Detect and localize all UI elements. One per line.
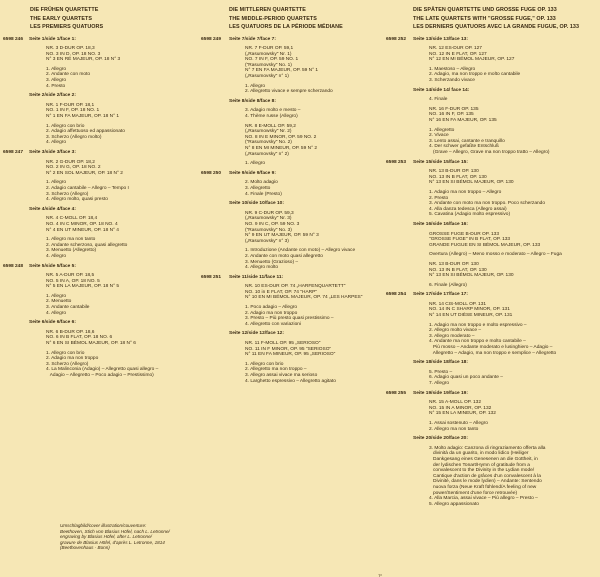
catalog-number xyxy=(384,360,413,366)
movement: Cantique d'action de grâces d'un convalescent à la xyxy=(429,473,541,479)
catalog-number xyxy=(0,93,29,99)
movement: 4. Der schwer gefaßte Entschluß xyxy=(429,144,499,150)
movement: 2. Andante con moto xyxy=(46,72,91,78)
record-side xyxy=(200,99,390,120)
catalog-number xyxy=(384,436,413,442)
column-1 xyxy=(0,6,205,379)
side-title: Seite 4/side 4/face 4: xyxy=(29,206,76,212)
catalog-number: 6598 248 xyxy=(3,263,24,269)
record-side xyxy=(384,262,600,288)
movement: 3. Adagio molto e mesto – xyxy=(245,108,301,114)
movement: 1. Adagio ma non troppo e molto espressivo – xyxy=(429,322,527,328)
column-heading: THE LATE QUARTETS WITH "GROSSE FUGE," OP. 133 xyxy=(413,15,556,22)
catalog-number xyxy=(384,88,413,94)
work-title-line: N° 9 EN UT MAJEUR, OP. 59 N° 3 xyxy=(245,233,319,239)
work-title xyxy=(0,160,205,177)
movement: 1. Adagio ma non troppo – Allegro xyxy=(429,189,502,195)
movement: 5. Allegro appassionato xyxy=(429,501,479,507)
side-title: Seite 20/side 20/face 20: xyxy=(413,436,468,442)
column-heading: THE EARLY QUARTETS xyxy=(30,15,93,22)
record-side xyxy=(0,150,205,203)
record-side xyxy=(200,331,390,384)
movement: 2. Adagio cantabile – Allegro – Tempo I xyxy=(46,185,129,191)
work-title-line: N° 1 EN FA MAJEUR, OP. 18 N° 1 xyxy=(46,114,120,120)
work-title-line: N° 10 EN MI BÉMOL MAJEUR, OP. 74 „LES HARPES" xyxy=(245,295,363,301)
work-title-line: NO. 10 in E FLAT, OP. 74 "HARP" xyxy=(245,289,318,295)
movement-list xyxy=(0,180,205,202)
column-2 xyxy=(200,6,390,384)
movement: 1. Allegro xyxy=(46,66,67,72)
record-side xyxy=(200,124,390,167)
catalog-number: 6598 249 xyxy=(201,36,222,42)
movement: 1. Maestoso – Allegro xyxy=(429,66,476,72)
side-title: Seite 14/side 14/ face 14: xyxy=(413,87,470,93)
work-title-line: NR. 13 B-DUR OP. 130 xyxy=(429,169,479,175)
column-heading: DIE FRÜHEN QUARTETTE xyxy=(30,7,99,13)
work-title-line: N° 4 EN UT MINEUR, OP. 18 N° 4 xyxy=(46,227,119,233)
side-title: Seite 13/side 13/face 13: xyxy=(413,36,468,42)
column-heading: LES PREMIERS QUATUORS xyxy=(30,24,104,30)
movement: 3. Scherzo (Allegro) xyxy=(46,191,89,197)
movement: Più mosso – Andante moderato e lusinghiero – Adagio – xyxy=(429,345,553,351)
movement: 2. Adagio affettuoso ed appassionato xyxy=(46,129,125,135)
movement: nuova forza (Neue Kraft fühlend/A feeling of new xyxy=(429,484,537,490)
side-title: Seite 6/side 6/face 6: xyxy=(29,320,76,326)
catalog-number xyxy=(200,99,229,105)
work-title xyxy=(384,107,600,124)
work-title-line: NO. 7 IN F, OP. 59 NO. 1 xyxy=(245,57,299,63)
record-side xyxy=(0,207,205,260)
work-title xyxy=(384,302,600,319)
movement: 4. Alla danza tedesca (Allegro assai) xyxy=(429,206,507,212)
side-title: Seite 10/side 10/face 10: xyxy=(229,201,284,207)
movement: 1. Allegro con brio xyxy=(46,350,85,356)
work-title-line: NR. 12 ES-DUR OP. 127 xyxy=(429,46,482,52)
catalog-number xyxy=(200,201,229,207)
work-title-line: NO. 11 IN F MINOR, OP. 95 "SERIOSO" xyxy=(245,346,332,352)
work-title xyxy=(0,216,205,233)
work-title-line: („Rasumowsky" Nr. 3) xyxy=(245,216,292,222)
catalog-number: 6598 251 xyxy=(201,274,222,280)
movement: 2. Vivace xyxy=(429,133,449,139)
record-side xyxy=(0,93,205,146)
work-title-line: N° 12 EN MI BÉMOL MAJEUR, OP. 127 xyxy=(429,57,515,63)
work-title-line: NO. 1 IN F, OP. 18 NO. 1 xyxy=(46,108,100,114)
movement: Divinité, dans le mode lydien) – Andante: Sentendo xyxy=(429,479,542,485)
work-title xyxy=(0,103,205,120)
record-side xyxy=(384,292,600,356)
movement: 3. Allegro assai vivace ma serioso xyxy=(245,373,318,378)
work-title-line: N° 11 EN FA MINEUR, OP. 95 „SERIOSO" xyxy=(245,352,336,358)
work-title-line: NO. 5 IN A, OP. 18 NO. 5 xyxy=(46,278,100,284)
work-title-line: N° 7 EN FA MAJEUR, OP. 59 N° 1 xyxy=(245,68,319,74)
credit-line: Umschlagbild/cover illustration/couverture: xyxy=(60,523,147,528)
work-title-line: NO. 16 IN F, OP. 135 xyxy=(429,112,474,118)
work-title-line: NR. 2 G-DUR OP. 18,2 xyxy=(46,159,95,165)
movement-list xyxy=(0,294,205,316)
work-title-line: N° 16 EN FA MAJEUR, OP. 135 xyxy=(429,118,497,124)
work-title-line: N° 2 EN SOL MAJEUR, OP. 18 N° 2 xyxy=(46,170,123,176)
movement: 1. Allegro con brio xyxy=(245,361,284,367)
movement: 1. Allegro xyxy=(46,293,67,299)
movement: 4. Alla Marcia, assai vivace – Più allegro – Presto – xyxy=(429,496,538,502)
movement-list xyxy=(384,446,600,508)
movement: 2. Molto adagio xyxy=(245,180,278,186)
work-title-line: NR. 11 F-MOLL OP. 95 „SERIOSO" xyxy=(245,341,321,347)
movement: 2. Andante scherzoso, quasi allegretto xyxy=(46,242,128,248)
record-side xyxy=(0,264,205,317)
work-title-line: NO. 4 IN C MINOR, OP. 18 NO. 4 xyxy=(46,221,118,227)
side-title: Seite 8/side 8/face 8: xyxy=(229,98,276,104)
column-heading: DIE MITTLEREN QUARTETTE xyxy=(229,7,306,13)
side-title: Seite 1/side 1/face 1: xyxy=(29,36,76,42)
movement: 1. Allegretto xyxy=(429,127,455,133)
work-title-line: NR. 8 E-MOLL OP. 59,2 xyxy=(245,123,296,129)
column-heading: DIE SPÄTEN QUARTETTE UND GROSSE FUGE OP. 133 xyxy=(413,7,557,13)
movement-list xyxy=(384,67,600,84)
work-title xyxy=(384,169,600,186)
work-title-line: („Rasumowsky" Nr. 2) xyxy=(245,129,292,135)
movement: 1. Introduzione (Andante con moto) – Allegro vivace xyxy=(245,248,356,254)
work-title-line: NR. 16 F-DUR OP. 135 xyxy=(429,106,479,112)
movement-list xyxy=(200,248,390,270)
column-heading: THE MIDDLE-PERIOD QUARTETS xyxy=(229,15,317,22)
work-title xyxy=(200,284,390,301)
credit-line: engraving by Blasius Höfel, after L. Letronne/ xyxy=(60,534,152,540)
record-side xyxy=(384,88,600,103)
work-title-line: NO. 6 IN B FLAT, OP. 18 NO. 6 xyxy=(46,335,113,341)
work-title-line: NO. 2 IN G, OP. 18 NO. 2 xyxy=(46,165,101,171)
record-side xyxy=(0,37,205,90)
work-title-line: („Rasumowsky" Nr. 1) xyxy=(245,51,292,57)
movement: 2. Allegro molto vivace – xyxy=(429,328,481,334)
work-title xyxy=(384,262,600,279)
movement: 3. Molto adagio: Canzona di ringraziamento offerta alla xyxy=(429,445,546,451)
work-title-line: NO. 13 IN B FLAT, OP. 130 xyxy=(429,174,487,180)
cover-credit xyxy=(60,523,210,551)
movement: power/Sentiment d'une force retrouvée) xyxy=(429,490,518,496)
catalog-number: 6598 253 xyxy=(386,159,407,165)
movement-list xyxy=(384,190,600,218)
side-title: Seite 2/side 2/face 2: xyxy=(29,93,76,99)
work-title-line: N° 5 EN LA MAJEUR, OP. 18 N° 5 xyxy=(46,284,120,290)
movement: convalescent to the Divinity in the Lydian mode/ xyxy=(429,468,535,474)
work-title-line: NR. 13 B-DUR OP. 130 xyxy=(429,261,479,267)
credit-line: Beethoven, Stich von Blasius Höfel, nach L. Letronne/ xyxy=(60,528,170,534)
movement: 4. Andante ma non troppo e molto cantabile – xyxy=(429,339,526,345)
movement: 1. Assai sostenuto – Allegro xyxy=(429,420,488,426)
side-title: Seite 5/side 5/face 5: xyxy=(29,263,76,269)
movement: 2. Adagio ma non troppo xyxy=(46,356,99,362)
catalog-number: 6598 250 xyxy=(201,170,222,176)
movement: 2. Adagio, ma non troppo e molto cantabile xyxy=(429,72,521,78)
page-mark: ·p xyxy=(378,572,382,577)
catalog-number xyxy=(200,331,229,337)
movement-list xyxy=(200,362,390,384)
movement: 6. Adagio quasi un poco andante – xyxy=(429,375,503,381)
work-title-line: NR. 6 B-DUR OP. 18,6 xyxy=(46,329,95,335)
movement: (Grave – Allegro, Grave ma non troppo tratto – Allegro) xyxy=(429,150,550,155)
work-title-line: N° 6 EN SI BÉMOL MAJEUR, OP. 18 N° 6 xyxy=(46,341,136,347)
side-title: Seite 17/side 17/face 17: xyxy=(413,292,468,298)
movement: 1. Allegro ma non tanto xyxy=(46,237,96,243)
catalog-number: 6598 246 xyxy=(3,36,24,42)
work-title-line: N° 15 EN LA MINEUR, OP. 132 xyxy=(429,411,496,417)
movement: 5. Cavatina (Adagio molto espressivo) xyxy=(429,212,511,218)
work-title-line: ("Rasumovsky" No. 1) xyxy=(245,62,292,68)
movement: 3. Allegro moderato – xyxy=(429,333,475,339)
movement-list xyxy=(200,305,390,327)
movement: 2. Allegretto ma non troppo – xyxy=(245,367,307,373)
movement: 3. Scherzo (Allegro molto) xyxy=(46,134,102,140)
movement: 4. Larghetto espressivo – Allegretto agitato xyxy=(245,378,336,384)
work-title xyxy=(200,211,390,245)
work-title-line: NO. 8 IN E MINOR, OP. 59 NO. 2 xyxy=(245,134,317,140)
movement-list xyxy=(384,370,600,387)
work-title-line: („Rasumovsky" n° 1) xyxy=(245,74,289,80)
movement: 1. Allegro xyxy=(245,83,266,89)
work-title-line: N° 14 EN UT DIÈSE MINEUR, OP. 131 xyxy=(429,313,513,319)
record-side xyxy=(384,391,600,433)
movement-list xyxy=(0,124,205,146)
work-title-line: "GROSSE FUGE" IN B FLAT, OP. 133 xyxy=(429,237,511,243)
work-title xyxy=(200,124,390,158)
movement: 4. Allegro xyxy=(46,310,67,316)
catalog-number xyxy=(0,207,29,213)
movement: 2. Allegro ma non tanto xyxy=(429,426,479,432)
movement: Adagio – Allegretto – Poco adagio – Prestissimo) xyxy=(46,373,154,378)
movement-list xyxy=(0,67,205,89)
work-title-line: NR. 14 CIS-MOLL OP. 131 xyxy=(429,301,487,307)
record-side xyxy=(200,201,390,271)
catalog-number: 6598 255 xyxy=(386,390,407,396)
record-side xyxy=(384,107,600,156)
side-title: Seite 7/side 7/face 7: xyxy=(229,36,276,42)
column-3 xyxy=(384,6,600,507)
work-title-line: NO. 14 IN C SHARP MINOR, OP. 131 xyxy=(429,307,510,313)
movement-list xyxy=(200,84,390,95)
side-title: Seite 16/side 16/face 16: xyxy=(413,221,468,227)
movement: 4. Finale xyxy=(429,97,448,103)
work-title xyxy=(384,232,600,249)
work-title xyxy=(0,273,205,290)
work-title-line: ("Rasumovsky" No. 3) xyxy=(245,227,292,233)
movement: 3. Menuetto (Allegretto) xyxy=(46,248,97,254)
record-side xyxy=(384,360,600,386)
movement: 4. Thème russe (Allegro) xyxy=(245,114,298,120)
work-title xyxy=(200,341,390,358)
credit-line: gravure de Blasius Höfel, d'après L. Letronne, 1814 xyxy=(60,539,165,545)
movement: 2. Allegretto vivace e sempre scherzando xyxy=(245,89,333,95)
side-title: Seite 15/side 15/face 15: xyxy=(413,159,468,165)
work-title xyxy=(0,330,205,347)
movement: 3. Allegretto xyxy=(245,185,271,191)
movement: 4. Presto xyxy=(46,83,66,89)
movement: Overtura (Allegro) – Meno mosso e moderato – Allegro – Fuga xyxy=(429,252,562,258)
work-title-line: NR. 1 F-DUR OP. 18,1 xyxy=(46,102,95,108)
movement: 1. Allegro xyxy=(46,180,67,186)
movement: 4. Allegro xyxy=(46,140,67,146)
work-title-line: NR. 10 ES-DUR OP. 74 „HARFENQUARTETT" xyxy=(245,284,346,290)
work-title xyxy=(200,46,390,80)
side-title: Seite 19/side 19/face 19: xyxy=(413,390,468,396)
catalog-number xyxy=(0,320,29,326)
work-title-line: N° 3 EN RÉ MAJEUR, OP. 18 N° 3 xyxy=(46,57,121,63)
movement-list xyxy=(384,97,600,103)
movement: Dankgesang eines Genesenen an die Gottheit, in xyxy=(429,456,538,462)
movement: 1. Allegro xyxy=(245,161,266,167)
movement: 7. Allegro xyxy=(429,381,450,386)
movement: 4. Finale (Presto) xyxy=(245,191,282,197)
work-title-line: NR. 15 A-MOLL OP. 132 xyxy=(429,400,481,406)
work-title-line: NR. 3 D-DUR OP. 18,3 xyxy=(46,46,95,52)
movement: Allegretto – Adagio, ma non troppo e semplice – Allegretto xyxy=(429,350,557,356)
movement-list xyxy=(0,237,205,259)
movement-list xyxy=(384,128,600,156)
record-side xyxy=(384,37,600,84)
movement: 6. Finale (Allegro) xyxy=(429,282,467,288)
side-title: Seite 9/side 9/face 9: xyxy=(229,170,276,176)
movement: 2. Andante con moto quasi allegretto xyxy=(245,253,323,259)
movement: 4. La Malinconia (Adagio) – Allegretto quasi allegro – xyxy=(46,367,159,373)
side-title: Seite 12/side 12/face 12: xyxy=(229,331,284,337)
catalog-number xyxy=(384,222,413,228)
work-title-line: NO. 15 IN A MINOR, OP. 132 xyxy=(429,405,492,411)
work-title xyxy=(384,400,600,417)
movement: 3. Andante con moto ma non troppo. Poco scherzando xyxy=(429,201,546,207)
work-title-line: („Rasumovsky" n° 2) xyxy=(245,151,289,157)
movement: 3. Allegro xyxy=(46,78,67,84)
movement: 4. Allegro xyxy=(46,253,67,259)
movement: 4. Allegro molto xyxy=(245,265,279,271)
movement: der lydischen Tonart/Hymn of gratitude from a xyxy=(429,462,530,468)
record-side xyxy=(384,160,600,218)
movement: 2. Adagio ma non troppo xyxy=(245,310,298,316)
work-title-line: GRANDE FUGUE EN SI BÉMOL MAJEUR, OP. 133 xyxy=(429,242,541,248)
catalog-number: 6598 247 xyxy=(3,150,24,155)
record-side xyxy=(200,171,390,197)
side-title: Seite 18/side 18/face 18: xyxy=(413,360,468,366)
work-title-line: ("Rasumovsky" No. 2) xyxy=(245,140,292,146)
column-heading: LES QUATUORS DE LA PÉRIODE MÉDIANE xyxy=(229,24,343,30)
movement: 2. Presto xyxy=(429,195,449,201)
work-title-line: („Rasumovsky" n° 3) xyxy=(245,238,289,244)
movement: 3. Menuetto (Grazioso) – xyxy=(245,259,299,265)
work-title xyxy=(384,46,600,63)
record-side xyxy=(384,222,600,258)
side-title: Seite 3/side 3/face 3: xyxy=(29,150,76,155)
movement: divinità da un guarito, in modo lidico (Heiliger xyxy=(429,451,529,457)
record-side xyxy=(200,37,390,95)
movement-list xyxy=(0,351,205,379)
side-title: Seite 11/side 11/face 11: xyxy=(229,274,284,280)
movement-list xyxy=(200,108,390,119)
record-side xyxy=(384,436,600,507)
movement: 3. Presto – Più presto quasi prestissimo – xyxy=(245,316,334,322)
movement-list xyxy=(384,421,600,432)
credit-line: (Beethovenhaus · Bonn) xyxy=(60,545,110,551)
record-side xyxy=(200,275,390,328)
work-title-line: NR. 9 C-DUR OP. 59,3 xyxy=(245,210,294,216)
work-title-line: NO. 9 IN C, OP. 59 NO. 3 xyxy=(245,221,300,227)
movement-list xyxy=(200,180,390,197)
work-title-line: N° 13 EN SI BÉMOL MAJEUR, OP. 130 xyxy=(429,273,514,279)
movement: 3. Scherzando vivace xyxy=(429,78,475,84)
work-title xyxy=(0,46,205,63)
work-title-line: NO. 3 IN D, OP. 18 NO. 3 xyxy=(46,51,101,57)
work-title-line: GROSSE FUGE B-DUR OP. 133 xyxy=(429,231,500,237)
movement: 3. Scherzo (Allegro) xyxy=(46,361,89,367)
work-title-line: NR. 5 A-DUR OP. 18,5 xyxy=(46,273,95,279)
movement-list xyxy=(200,161,390,167)
catalog-number: 6598 252 xyxy=(386,36,407,42)
catalog-number: 6598 254 xyxy=(386,292,407,298)
work-title-line: NR. 4 C-MOLL OP. 18,4 xyxy=(46,216,98,222)
movement-list xyxy=(384,323,600,357)
movement: 1. Poco adagio – Allegro xyxy=(245,305,298,311)
movement: 4. Allegretto con variazioni xyxy=(245,321,301,327)
column-heading: LES DERNIERS QUATUORS AVEC LA GRANDE FUGUE, OP. 133 xyxy=(413,24,579,30)
movement: 2. Menuetto xyxy=(46,299,72,305)
movement: 4. Allegro molto, quasi presto xyxy=(46,197,108,203)
record-side xyxy=(0,320,205,378)
work-title-line: NO. 12 IN E FLAT, OP. 127 xyxy=(429,51,487,57)
work-title-line: NO. 13 IN B FLAT, OP. 130 xyxy=(429,267,487,273)
movement: 3. Lento assai, cantante e tranquillo xyxy=(429,138,505,144)
work-title-line: N° 8 EN MI MINEUR, OP. 59 N° 2 xyxy=(245,146,317,151)
movement-list xyxy=(384,252,600,258)
movement-list xyxy=(384,283,600,289)
movement: 3. Andante cantabile xyxy=(46,305,90,311)
movement: 1. Allegro con brio xyxy=(46,123,85,129)
work-title-line: N° 13 EN SI BÉMOL MAJEUR, OP. 130 xyxy=(429,180,514,186)
work-title-line: NR. 7 F-DUR OP. 59,1 xyxy=(245,46,294,52)
movement: 5. Presto – xyxy=(429,369,453,375)
